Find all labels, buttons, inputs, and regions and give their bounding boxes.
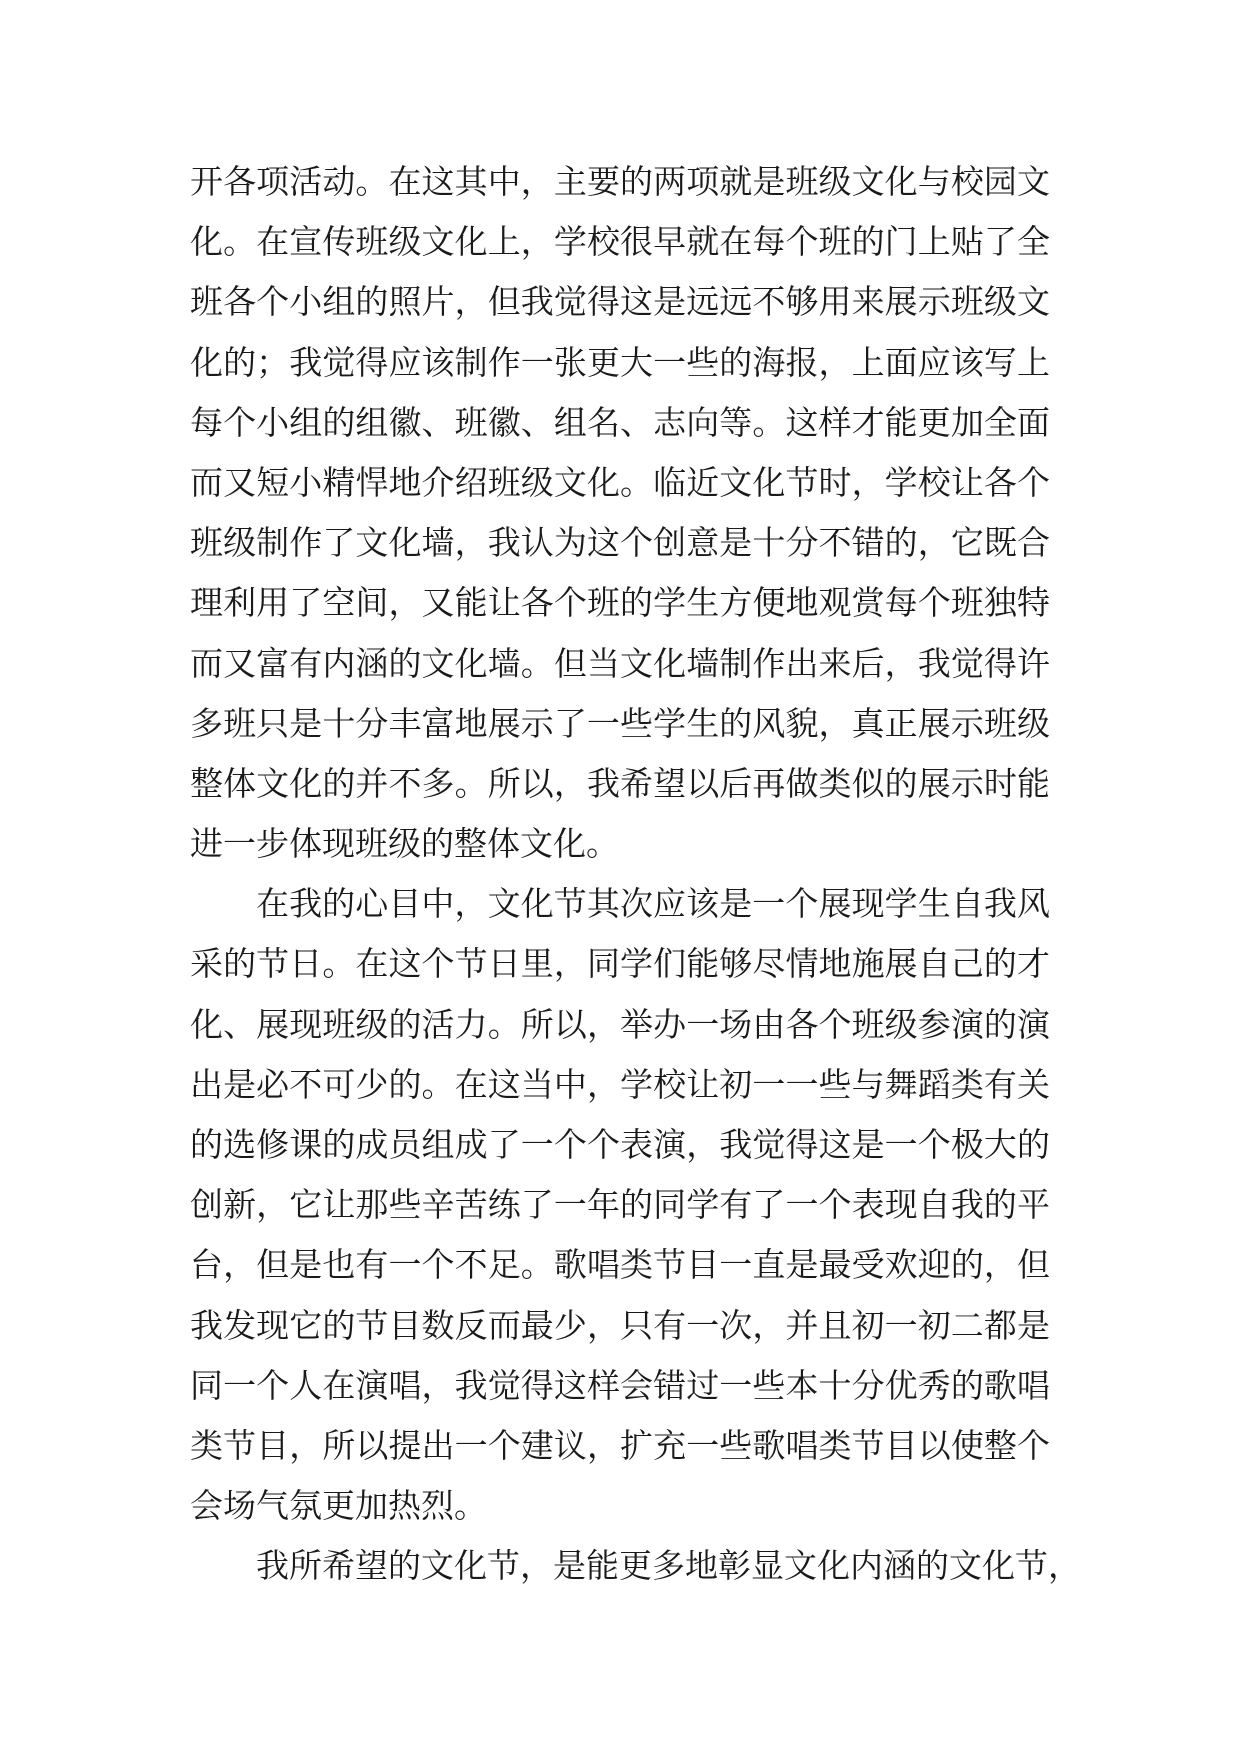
text-line: 化、展现班级的活力。所以，举办一场由各个班级参演的演 — [190, 1004, 1050, 1044]
text-line: 同一个人在演唱，我觉得这样会错过一些本十分优秀的歌唱 — [190, 1365, 1050, 1405]
text-line: 化的；我觉得应该制作一张更大一些的海报，上面应该写上 — [190, 342, 1050, 382]
text-line: 采的节日。在这个节日里，同学们能够尽情地施展自己的才 — [190, 944, 1050, 984]
text-line: 班级制作了文化墙，我认为这个创意是十分不错的，它既合 — [190, 523, 1050, 563]
text-line: 化。在宣传班级文化上，学校很早就在每个班的门上贴了全 — [190, 222, 1050, 262]
text-line: 创新，它让那些辛苦练了一年的同学有了一个表现自我的平 — [190, 1185, 1050, 1225]
text-line: 而又短小精悍地介绍班级文化。临近文化节时，学校让各个 — [190, 462, 1050, 502]
paragraph-start-line: 在我的心目中，文化节其次应该是一个展现学生自我风 — [256, 884, 1050, 924]
paragraph-start-line: 我所希望的文化节，是能更多地彰显文化内涵的文化节， — [256, 1546, 1081, 1586]
text-line: 多班只是十分丰富地展示了一些学生的风貌，真正展示班级 — [190, 703, 1050, 743]
text-line: 每个小组的组徽、班徽、组名、志向等。这样才能更加全面 — [190, 402, 1050, 442]
text-line: 的选修课的成员组成了一个个表演，我觉得这是一个极大的 — [190, 1125, 1050, 1164]
text-line: 整体文化的并不多。所以，我希望以后再做类似的展示时能 — [190, 763, 1050, 803]
text-line: 类节目，所以提出一个建议，扩充一些歌唱类节目以使整个 — [190, 1425, 1050, 1465]
text-line: 班各个小组的照片，但我觉得这是远远不够用来展示班级文 — [190, 282, 1050, 322]
paragraph-end-line: 进一步体现班级的整体文化。 — [190, 824, 619, 864]
text-line: 出是必不可少的。在这当中，学校让初一一些与舞蹈类有关 — [190, 1064, 1050, 1104]
text-line: 理利用了空间，又能让各个班的学生方便地观赏每个班独特 — [190, 583, 1050, 623]
document-body — [190, 152, 1081, 1597]
paragraph-end-line: 会场气氛更加热烈。 — [190, 1486, 487, 1526]
text-line: 开各项活动。在这其中，主要的两项就是班级文化与校园文 — [190, 162, 1050, 201]
text-line: 台，但是也有一个不足。歌唱类节目一直是最受欢迎的，但 — [190, 1245, 1050, 1285]
text-line: 而又富有内涵的文化墙。但当文化墙制作出来后，我觉得许 — [190, 643, 1050, 683]
text-line: 我发现它的节目数反而最少，只有一次，并且初一初二都是 — [190, 1305, 1050, 1345]
